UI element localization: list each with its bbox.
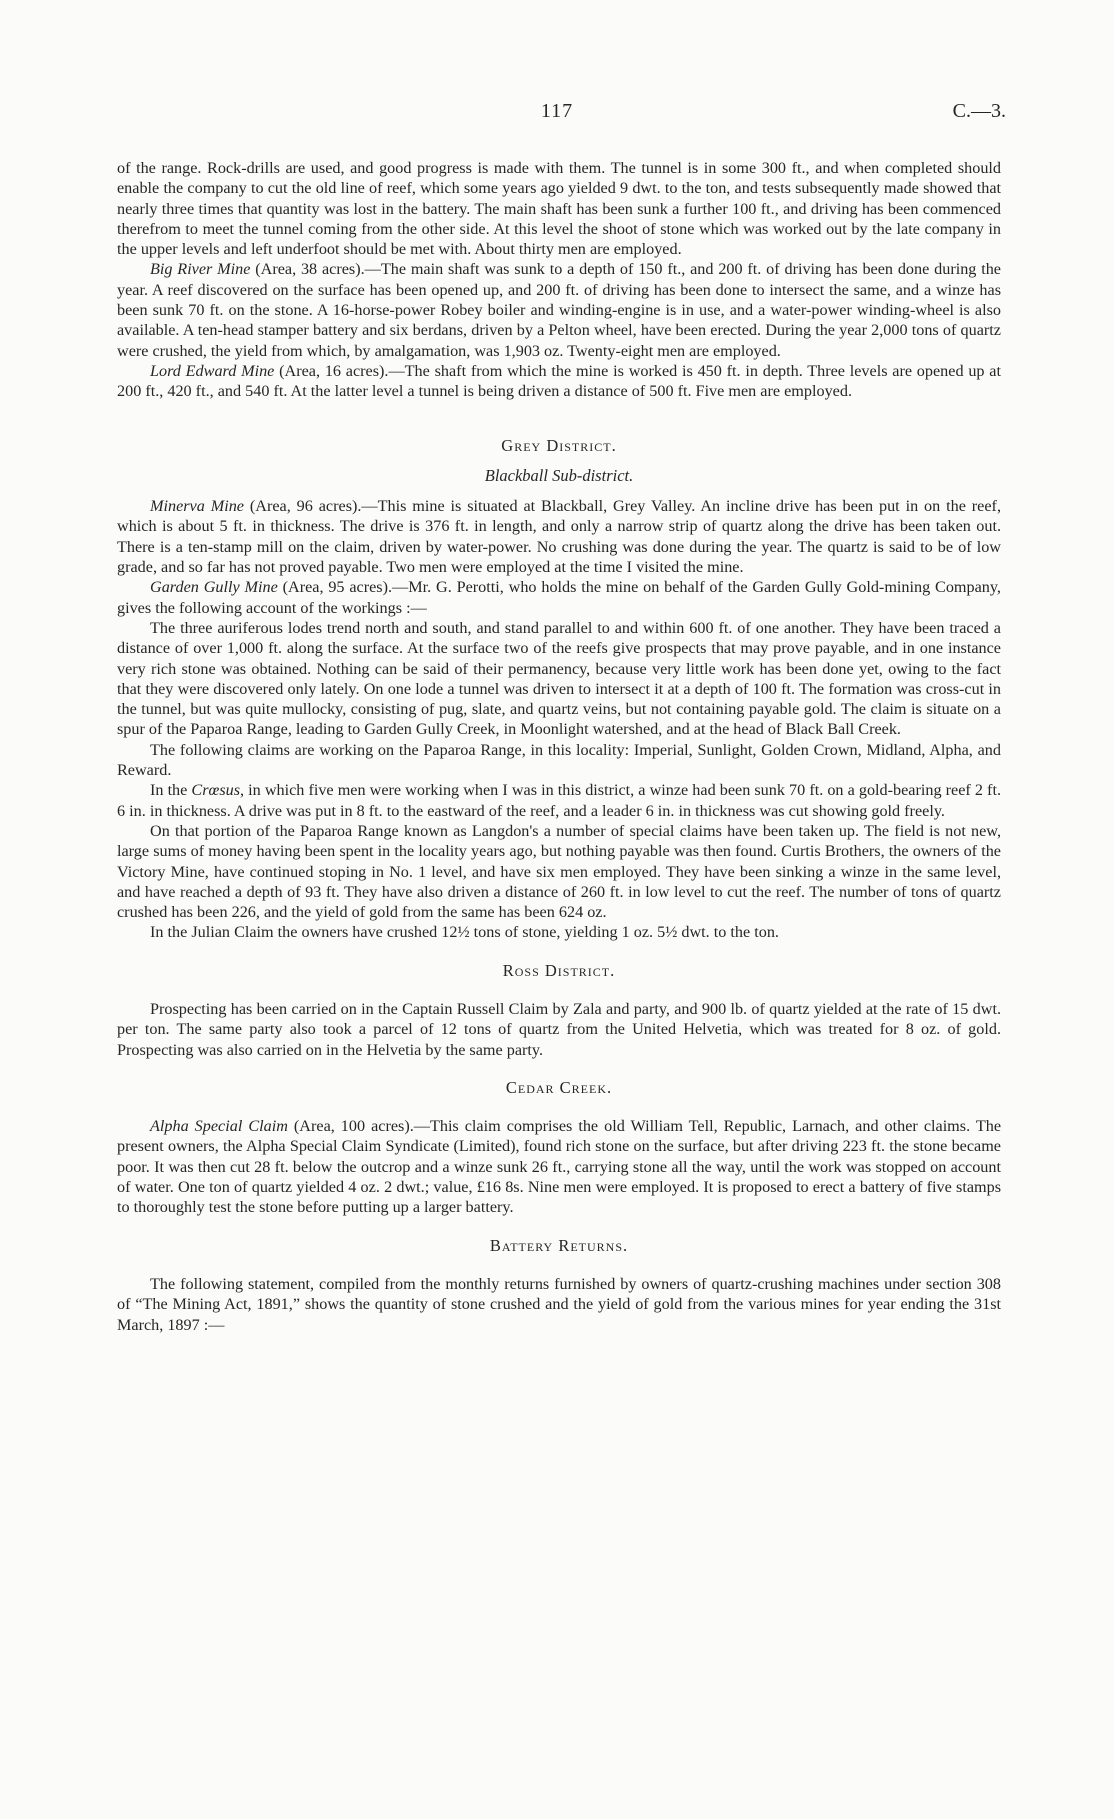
- paragraph-croesus: In the Crœsus, in which five men were working when I was in this district, a winze had been sunk 70 ft. on a gold-bearing reef 2 ft. 6 in. in thickness. A drive was put in 8 ft. to the eastward of the reef, and a leader 6 in. in thickness was cut showing gold freely.: [117, 781, 1001, 820]
- mine-title-garden-gully: Garden Gully Mine: [150, 578, 278, 597]
- mine-text-garden-gully: (Area, 95 acres).—Mr. G. Perotti, who holds the mine on behalf of the Garden Gully Gold-mining Company, gives the following account of the workings :—: [117, 578, 1001, 617]
- paragraph-minerva-mine: [117, 496, 1001, 577]
- mine-text-big-river: (Area, 38 acres).—The main shaft was sunk to a depth of 150 ft., and 200 ft. of driving has been done during the year. A reef discovered on the surface has been opened up, and 200 ft. of driving has been done to intersect the same, and a winze has been sunk 70 ft. on the stone. A 16-horse-power Robey boiler and winding-engine is in use, and a water-power winding-wheel is also available. A ten-head stamper battery and six berdans, driven by a Pelton wheel, have been erected. During the year 2,000 tons of quartz were crushed, the yield from which, by amalgamation, was 1,903 oz. Twenty-eight men are employed.: [117, 260, 1001, 360]
- claim-name-croesus: Crœsus: [191, 781, 241, 800]
- document-reference: C.—3.: [952, 100, 1006, 122]
- section-heading-ross-district: Ross District.: [502, 960, 616, 980]
- mine-title-lord-edward: Lord Edward Mine: [150, 361, 275, 380]
- paragraph-big-river-mine: [117, 259, 1001, 360]
- paragraph-ross-prospecting: Prospecting has been carried on in the Captain Russell Claim by Zala and party, and 900 lb. of quartz yielded at the rate of 15 dwt. per ton. The same party also took a parcel of 12 tons of quartz from the United Helvetia, which was treated for 8 oz. of gold. Prospecting was also carried on in the Helvetia by the same party.: [117, 999, 1001, 1059]
- subheading-blackball: Blackball Sub-district.: [484, 465, 634, 485]
- paragraph-garden-gully-mine: [117, 577, 1001, 618]
- page-header: [0, 100, 1114, 130]
- section-heading-battery-returns: Battery Returns.: [489, 1235, 629, 1255]
- page-body: [117, 158, 1001, 1335]
- paragraph-battery-statement: The following statement, compiled from the monthly returns furnished by owners of quartz-crushing machines under section 308 of “The Mining Act, 1891,” shows the quantity of stone crushed and the yield of gold from the various mines for year ending the 31st March, 1897 :—: [117, 1274, 1001, 1334]
- paragraph-langdons: On that portion of the Paparoa Range known as Langdon's a number of special claims have been taken up. The field is not new, large sums of money having been spent in the locality years ago, but nothing payable was then found. Curtis Brothers, the owners of the Victory Mine, have continued stoping in No. 1 level, and have six men employed. They have been sinking a winze in the same level, and have reached a depth of 93 ft. They have also driven a distance of 260 ft. in low level to cut the reef. The number of tons of quartz crushed has been 226, and the yield of gold from the same has been 624 oz.: [117, 821, 1001, 922]
- claim-text-alpha-special: (Area, 100 acres).—This claim comprises the old William Tell, Republic, Larnach, and other claims. The present owners, the Alpha Special Claim Syndicate (Limited), found rich stone on the surface, but after driving 223 ft. the stone became poor. It was then cut 28 ft. below the outcrop and a winze sunk 26 ft., carrying stone all the way, until the work was stopped on account of water. One ton of quartz yielded 4 oz. 2 dwt.; value, £16 8s. Nine men were employed. It is proposed to erect a battery of five stamps to thoroughly test the stone before putting up a larger battery.: [117, 1117, 1002, 1217]
- mine-title-big-river: Big River Mine: [150, 260, 251, 279]
- claim-title-alpha-special: Alpha Special Claim: [150, 1117, 288, 1136]
- mine-text-lord-edward: (Area, 16 acres).—The shaft from which the mine is worked is 450 ft. in depth. Three levels are opened up at 200 ft., 420 ft., and 540 ft. At the latter level a tunnel is being driven a distance of 500 ft. Five men are employed.: [117, 361, 1001, 401]
- section-heading-grey-district: Grey District.: [501, 435, 617, 455]
- mine-text-minerva: (Area, 96 acres).—This mine is situated at Blackball, Grey Valley. An incline drive has been put in on the reef, which is about 5 ft. in thickness. The drive is 376 ft. in length, and only a narrow strip of quartz along the drive has been taken out. There is a ten-stamp mill on the claim, driven by water-power. No crushing was done during the year. The quartz is said to be of low grade, and so far has not proved payable. Two men were employed at the time I visited the mine.: [117, 497, 1001, 577]
- paragraph-paparoa-claims: The following claims are working on the Paparoa Range, in this locality: Imperial, Sunlight, Golden Crown, Midland, Alpha, and Reward.: [117, 740, 1001, 780]
- page-number: 117: [540, 100, 574, 122]
- section-heading-cedar-creek: Cedar Creek.: [505, 1077, 613, 1097]
- paragraph-lord-edward-mine: [117, 361, 1001, 402]
- paragraph-garden-gully-account: The three auriferous lodes trend north and south, and stand parallel to and within 600 ft. of one another. They have been traced a distance of over 1,000 ft. along the surface. At the surface two of the reefs give prospects that may prove payable, and in one instance very rich stone was obtained. Nothing can be said of their permanency, because very little work has been done yet, owing to the fact that they were discovered only lately. On one lode a tunnel was driven to intersect it at a depth of 100 ft. The formation was cross-cut in the tunnel, but was quite mullocky, consisting of pug, slate, and quartz veins, but not containing payable gold. The claim is situate on a spur of the Paparoa Range, leading to Garden Gully Creek, in Moonlight watershed, and at the head of Black Ball Creek.: [117, 618, 1001, 739]
- mine-title-minerva: Minerva Mine: [150, 497, 244, 516]
- paragraph-range-continuation: of the range. Rock-drills are used, and good progress is made with them. The tunnel is in some 300 ft., and when completed should enable the company to cut the old line of reef, which some years ago yielded 9 dwt. to the ton, and tests subsequently made showed that nearly three times that quantity was lost in the battery. The main shaft has been sunk a further 100 ft., and driving has been commenced therefrom to meet the tunnel coming from the other side. At this level the shoot of stone which was worked out by the late company in the upper levels and left underfoot should be met with. About thirty men are employed.: [117, 159, 1001, 259]
- paragraph-alpha-special-claim: [117, 1116, 1001, 1217]
- paragraph-julian-claim: In the Julian Claim the owners have crushed 12½ tons of stone, yielding 1 oz. 5½ dwt. to the ton.: [150, 923, 779, 942]
